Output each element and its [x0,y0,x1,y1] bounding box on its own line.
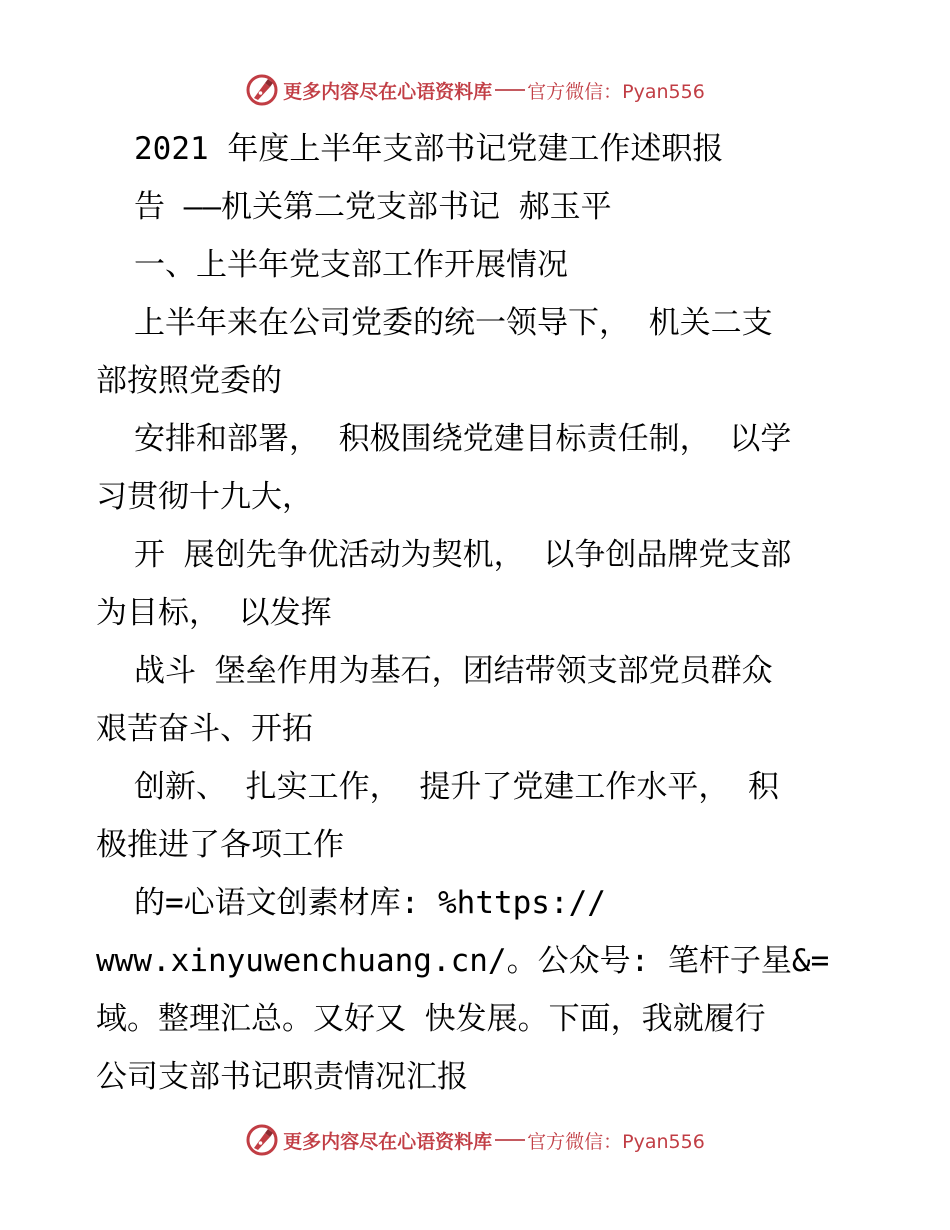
doc-line-12: 创新、 扎实工作， 提升了党建工作水平， 积 [134,769,779,805]
footer-promo-text: 更多内容尽在心语资料库 [283,1130,493,1153]
footer-dash-divider [495,1139,525,1141]
doc-line-16: 域。整理汇总。又好又 快发展。下面，我就履行 [96,1001,766,1037]
header-promo-text: 更多内容尽在心语资料库 [283,80,493,103]
pen-nib-logo-icon [245,73,279,107]
doc-line-6: 安排和部署， 积极围绕党建目标责任制， 以学 [134,421,792,457]
doc-line-8: 开 展创先争优活动为契机， 以争创品牌党支部 [134,537,792,573]
header-wechat-text: 官方微信：Pyan556 [527,80,705,103]
doc-line-11: 艰苦奋斗、开拓 [96,711,313,747]
doc-line-17: 公司支部书记职责情况汇报 [96,1059,468,1095]
footer-banner-content [245,1120,705,1160]
header-banner-content [245,70,705,110]
pen-nib-logo-icon [245,1123,279,1157]
header-banner [0,70,950,110]
doc-line-9: 为目标， 以发挥 [96,595,332,631]
doc-line-title-2: 告 ——机关第二党支部书记 郝玉平 [134,189,612,225]
doc-line-10: 战斗 堡垒作用为基石，团结带领支部党员群众 [134,653,773,689]
doc-line-heading-1: 一、上半年党支部工作开展情况 [134,247,568,283]
doc-line-7: 习贯彻十九大， [96,479,313,515]
header-dash-divider [495,89,525,91]
doc-line-title-1: 2021 年度上半年支部书记党建工作述职报 [134,131,724,167]
doc-line-4: 上半年来在公司党委的统一领导下， 机关二支 [134,305,773,341]
doc-line-15: www.xinyuwenchuang.cn/。公众号: 笔杆子星&= [96,943,830,979]
footer-banner [0,1120,950,1160]
doc-line-5: 部按照党委的 [96,363,282,399]
doc-line-13: 极推进了各项工作 [96,827,344,863]
footer-wechat-text: 官方微信：Pyan556 [527,1130,705,1153]
doc-line-14: 的=心语文创素材库: %https:// [134,885,606,921]
